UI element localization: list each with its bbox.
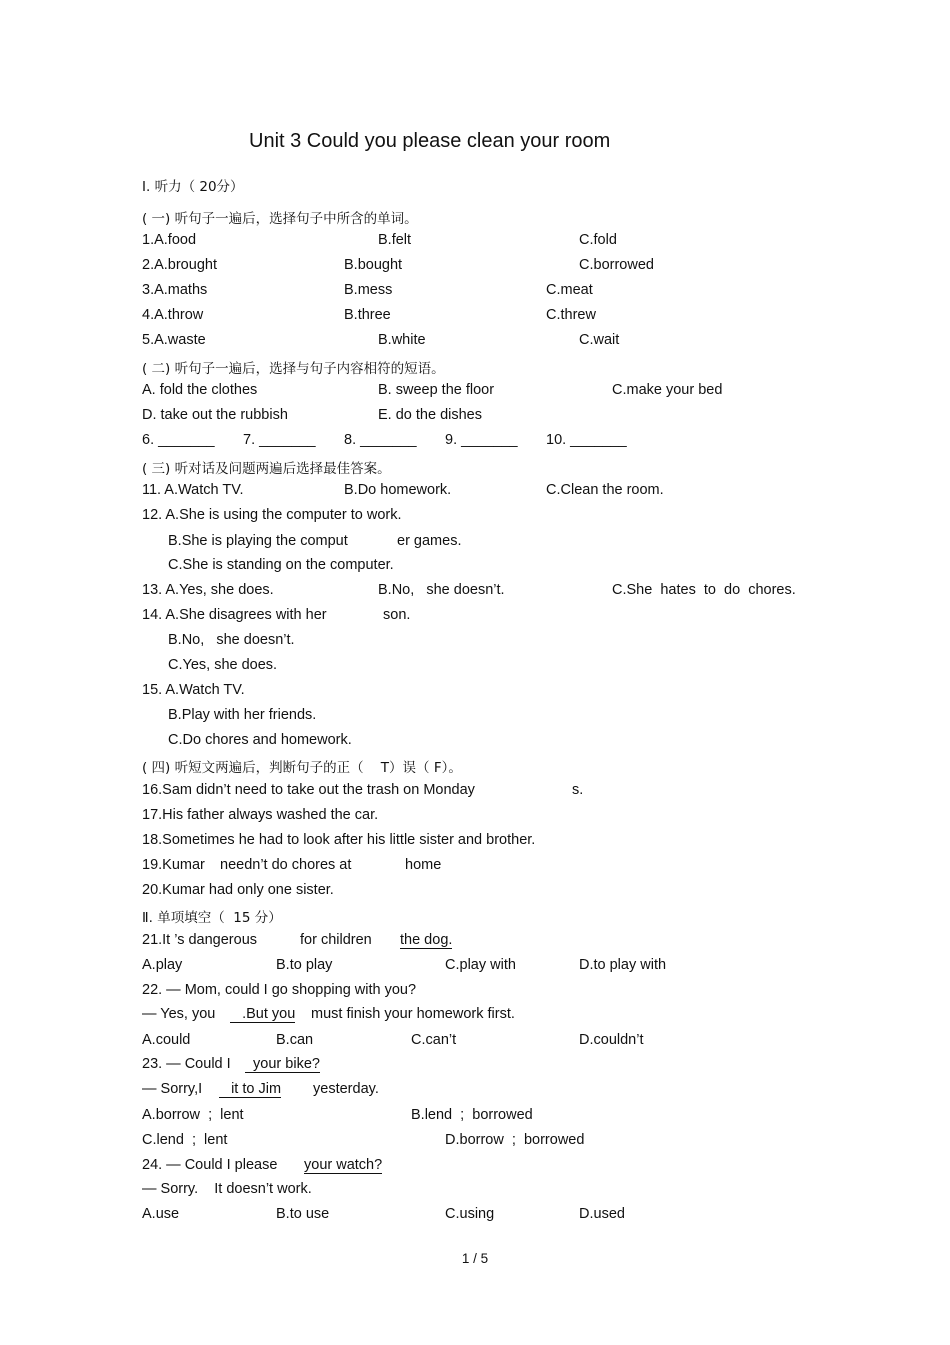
line-text: B.can [276,1032,314,1048]
line-text: C.play with [445,957,516,973]
page-number: 1 / 5 [461,1251,489,1266]
line-text: B.She is playing the comput [168,533,348,549]
line-text: B.No, she doesn’t. [378,582,505,598]
line-text: C.lend ; lent [142,1132,228,1148]
line-text: 6. _______ [142,432,215,448]
line-text: 9. _______ [445,432,518,448]
line-text: B.three [344,307,391,323]
line-text: C.She is standing on the computer. [168,557,394,573]
line-text: 14. A.She disagrees with her [142,607,327,623]
line-text: 1.A.food [142,232,197,248]
line-text: 13. A.Yes, she does. [142,582,274,598]
page-title: Unit 3 Could you please clean your room [249,130,611,152]
line-text: A.could [142,1032,191,1048]
line-text: D.borrow ; borrowed [445,1132,585,1148]
line-text: C.make your bed [612,382,723,398]
line-text: A. fold the clothes [142,382,258,398]
line-text: 18.Sometimes he had to look after his little sister and brother. [142,832,536,848]
line-text: 24. — Could I please [142,1157,278,1173]
blank-answer-text: it to Jim [219,1081,282,1097]
line-text: C.fold [579,232,617,248]
line-text: 19.Kumar [142,857,205,873]
line-text: A.borrow ; lent [142,1107,244,1123]
line-text: 23. — Could I [142,1056,231,1072]
line-text: B.bought [344,257,403,273]
line-text: yesterday. [309,1081,379,1097]
line-text: B.Do homework. [344,482,452,498]
line-text: D.to play with [579,957,667,973]
line-text: C.She hates to do chores. [612,582,796,598]
line-text: 15. A.Watch TV. [142,682,245,698]
line-text: 21.It ’s dangerous [142,932,258,948]
line-text: B.felt [378,232,412,248]
line-text: 5.A.waste [142,332,206,348]
line-text: B. sweep the floor [378,382,495,398]
line-text: — Sorry,I [142,1081,203,1097]
line-text: C.using [445,1206,495,1222]
line-text: B.No, she doesn’t. [168,632,295,648]
line-text: home [405,857,442,873]
line-text: Ⅱ. 单项填空（ 15 分） [142,910,282,926]
line-text: for children [300,932,372,948]
line-text: son. [383,607,411,623]
line-text: — Yes, you [142,1006,216,1022]
line-text: E. do the dishes [378,407,482,423]
line-text: C.Yes, she does. [168,657,278,673]
line-text: D.used [579,1206,625,1222]
line-text: C.can’t [411,1032,457,1048]
line-text: needn’t do chores at [220,857,352,873]
line-text: er games. [397,533,462,549]
line-text: Ⅰ. 听力（ 20分） [142,179,244,195]
line-text: 3.A.maths [142,282,208,298]
line-text: C.Do chores and homework. [168,732,352,748]
line-text: C.meat [546,282,593,298]
line-text: 17.His father always washed the car. [142,807,379,823]
line-text: 4.A.throw [142,307,204,323]
line-text: 22. — Mom, could I go shopping with you? [142,982,417,998]
line-text: 11. A.Watch TV. [142,482,244,498]
line-text: C.threw [546,307,596,323]
blank-answer-text: your bike? [245,1056,320,1072]
line-text: B.white [378,332,426,348]
line-text: B.Play with her friends. [168,707,317,723]
line-text: B.to use [276,1206,330,1222]
line-text: B.lend ; borrowed [411,1107,533,1123]
line-text: 7. _______ [243,432,316,448]
blank-answer-text: your watch? [304,1157,383,1173]
line-text: 20.Kumar had only one sister. [142,882,334,898]
line-text: C.borrowed [579,257,654,273]
line-text: 10. _______ [546,432,627,448]
line-text: 12. A.She is using the computer to work. [142,507,402,523]
line-text: D. take out the rubbish [142,407,288,423]
line-text: 16.Sam didn’t need to take out the trash on Monday [142,782,475,798]
line-text: ( 二) 听句子一遍后，选择与句子内容相符的短语。 [142,361,445,377]
blank-answer-text: .But you [230,1006,296,1022]
line-text: ( 四) 听短文两遍后，判断句子的正（ T）误（ F）。 [142,760,462,776]
line-text: 8. _______ [344,432,417,448]
line-text: A.use [142,1206,180,1222]
line-text: A.play [142,957,183,973]
line-text: C.wait [579,332,620,348]
line-text: 2.A.brought [142,257,217,273]
line-text: ( 三) 听对话及问题两遍后选择最佳答案。 [142,461,391,477]
line-text: — Sorry. It doesn’t work. [142,1181,312,1197]
line-text: ( 一) 听句子一遍后，选择句子中所含的单词。 [142,211,418,227]
line-text: B.mess [344,282,393,298]
line-text: C.Clean the room. [546,482,664,498]
line-text: must finish your homework first. [307,1006,515,1022]
line-text: s. [572,782,584,798]
line-text: D.couldn’t [579,1032,644,1048]
blank-answer-text: the dog. [400,932,453,948]
line-text: B.to play [276,957,333,973]
